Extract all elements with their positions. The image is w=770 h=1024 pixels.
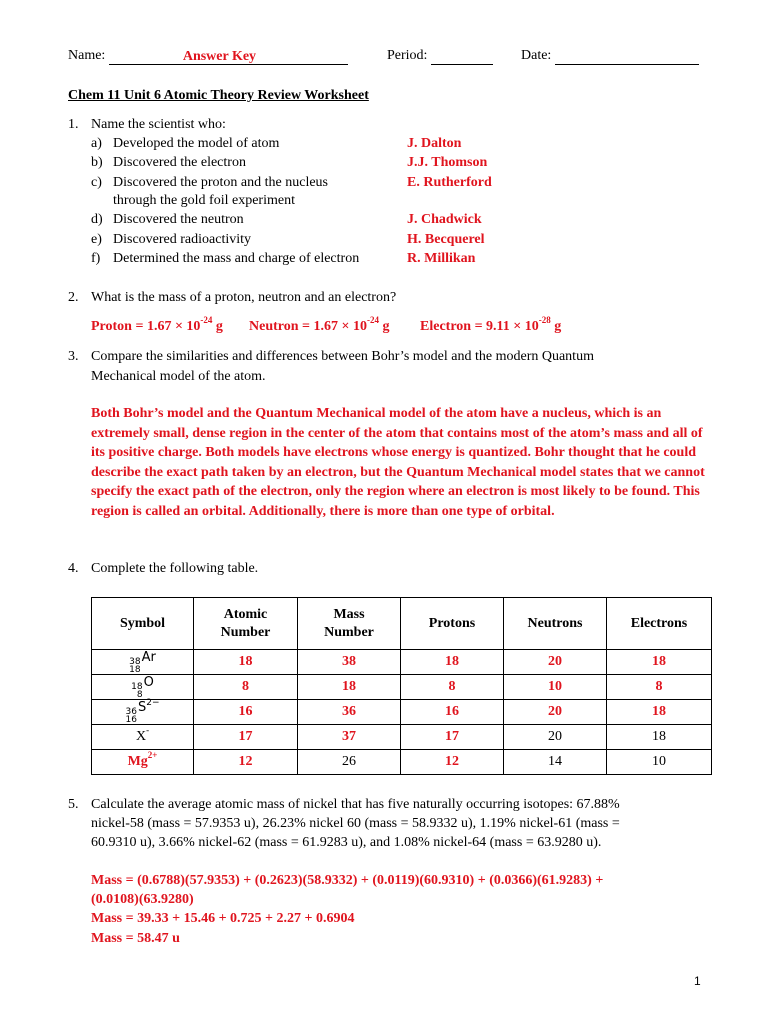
q5-prompt-line3: 60.9310 u), 3.66% nickel-62 (mass = 61.9283 u), and 1.08% nickel-64 (mass = 63.9280 u).	[91, 835, 602, 850]
q5-answer-line1: Mass = (0.6788)(57.9353) + (0.2623)(58.9332) + (0.0119)(60.9310) + (0.0366)(61.9283) +	[91, 873, 604, 888]
q1-item-d: Discovered the neutron	[113, 212, 244, 227]
q1-answer-f: R. Millikan	[407, 251, 476, 266]
q2-number: 2.	[68, 290, 79, 305]
q1-letter-d: d)	[91, 212, 103, 227]
table-row	[92, 725, 712, 750]
q1-item-c: Discovered the proton and the nucleus	[113, 175, 328, 190]
q3-prompt-line2: Mechanical model of the atom.	[91, 369, 266, 384]
q1-item-f: Determined the mass and charge of electron	[113, 251, 360, 266]
table-row	[92, 675, 712, 700]
q5-prompt-line1: Calculate the average atomic mass of nickel that has five naturally occurring isotopes: 67.88%	[91, 797, 620, 812]
q1-letter-e: e)	[91, 232, 102, 247]
q4-prompt: Complete the following table.	[91, 561, 259, 576]
isotope-table	[91, 597, 712, 775]
table-row	[92, 700, 712, 725]
symbol-cell: $Mg^{2+}$	[92, 750, 194, 775]
q2-answer-proton: Proton = $1.67 \times 10^{-24}$ g	[91, 315, 223, 334]
table-cell: 17	[401, 725, 504, 750]
name-value: Answer Key	[182, 49, 257, 64]
q1-letter-f: f)	[91, 251, 101, 266]
symbol-cell: 18 8 O	[92, 675, 194, 700]
table-row	[92, 650, 712, 675]
table-cell: 16	[401, 700, 504, 725]
name-blank	[109, 48, 183, 65]
q2-answer-neutron: Neutron = $1.67 \times 10^{-24}$ g	[249, 315, 390, 334]
date-label: Date:	[521, 48, 552, 63]
header-symbol: Symbol	[92, 598, 194, 650]
table-cell: 18	[607, 725, 712, 750]
q1-answer-c: E. Rutherford	[407, 175, 492, 190]
table-cell: 8	[607, 675, 712, 700]
page-number: 1	[694, 974, 701, 988]
q1-answer-a: J. Dalton	[407, 136, 462, 151]
symbol-cell: 36 16 $S^{2-}$	[92, 700, 194, 725]
q1-letter-a: a)	[91, 136, 102, 151]
table-cell: 20	[504, 700, 607, 725]
q1-letter-b: b)	[91, 155, 103, 170]
q1-item-c-cont: through the gold foil experiment	[113, 193, 295, 208]
q5-prompt-line2: nickel-58 (mass = 57.9353 u), 26.23% nickel 60 (mass = 58.9332 u), 1.19% nickel-61 (mass =	[91, 816, 620, 831]
header-electrons: Electrons	[607, 598, 712, 650]
q1-item-b: Discovered the electron	[113, 155, 246, 170]
q5-answer-line3: Mass = 39.33 + 15.46 + 0.725 + 2.27 + 0.6904	[91, 911, 355, 926]
table-cell: 18	[607, 650, 712, 675]
q1-item-a: Developed the model of atom	[113, 136, 280, 151]
table-cell: 12	[194, 750, 298, 775]
table-cell: 18	[607, 700, 712, 725]
header-mass-number: Mass Number	[298, 598, 401, 650]
table-cell: 20	[504, 650, 607, 675]
q3-number: 3.	[68, 349, 79, 364]
q1-answer-e: H. Becquerel	[407, 232, 485, 247]
q1-number: 1.	[68, 117, 79, 132]
q4-number: 4.	[68, 561, 79, 576]
q5-number: 5.	[68, 797, 79, 812]
table-cell: 38	[298, 650, 401, 675]
q2-answer-electron: Electron = $9.11 \times 10^{-28}$ g	[420, 315, 562, 334]
period-label: Period:	[387, 48, 428, 63]
table-cell: 8	[194, 675, 298, 700]
table-cell: 8	[401, 675, 504, 700]
q2-prompt: What is the mass of a proton, neutron and an electron?	[91, 290, 397, 305]
symbol-cell: X-	[92, 725, 194, 750]
table-cell: 18	[401, 650, 504, 675]
symbol-cell: 38 18 Ar	[92, 650, 194, 675]
name-label: Name:	[68, 48, 106, 63]
table-cell: 20	[504, 725, 607, 750]
q1-answer-d: J. Chadwick	[407, 212, 482, 227]
date-field	[521, 47, 699, 65]
table-header-row	[92, 598, 712, 650]
table-cell: 36	[298, 700, 401, 725]
q1-answer-b: J.J. Thomson	[407, 155, 488, 170]
date-blank	[555, 48, 699, 65]
page-title: Chem 11 Unit 6 Atomic Theory Review Worksheet	[68, 88, 369, 103]
table-cell: 16	[194, 700, 298, 725]
name-blank-2	[256, 48, 348, 65]
header-neutrons: Neutrons	[504, 598, 607, 650]
period-blank	[431, 48, 493, 65]
period-field	[387, 47, 493, 65]
table-cell: 10	[607, 750, 712, 775]
q3-answer: Both Bohr’s model and the Quantum Mechanical model of the atom have a nucleus, which is an extremely small, dense region in the center of the atom that contains most of the atom’s mass and all of its positive charge. Both models have electrons whose energy is quantized. Bohr thought that he could describe the exact path taken by an electron, but the Quantum Mechanical model states that we cannot specify the exact path of the electron, only the region where an electron is most likely to be found. This region is called an orbital. Additionally, there is more than one type of orbital.	[91, 406, 705, 519]
q5-answer-line2: (0.0108)(63.9280)	[91, 892, 194, 907]
table-cell: 10	[504, 675, 607, 700]
header-atomic-number: Atomic Number	[194, 598, 298, 650]
q1-item-e: Discovered radioactivity	[113, 232, 252, 247]
q1-prompt: Name the scientist who:	[91, 117, 226, 132]
table-cell: 17	[194, 725, 298, 750]
q1-letter-c: c)	[91, 175, 102, 190]
header-protons: Protons	[401, 598, 504, 650]
q5-answer-line4: Mass = 58.47 u	[91, 931, 180, 946]
table-cell: 26	[298, 750, 401, 775]
table-cell: 18	[194, 650, 298, 675]
q3-prompt-line1: Compare the similarities and differences between Bohr’s model and the modern Quantum	[91, 349, 594, 364]
name-field	[68, 47, 348, 65]
table-cell: 18	[298, 675, 401, 700]
table-cell: 37	[298, 725, 401, 750]
table-row	[92, 750, 712, 775]
table-cell: 14	[504, 750, 607, 775]
table-cell: 12	[401, 750, 504, 775]
